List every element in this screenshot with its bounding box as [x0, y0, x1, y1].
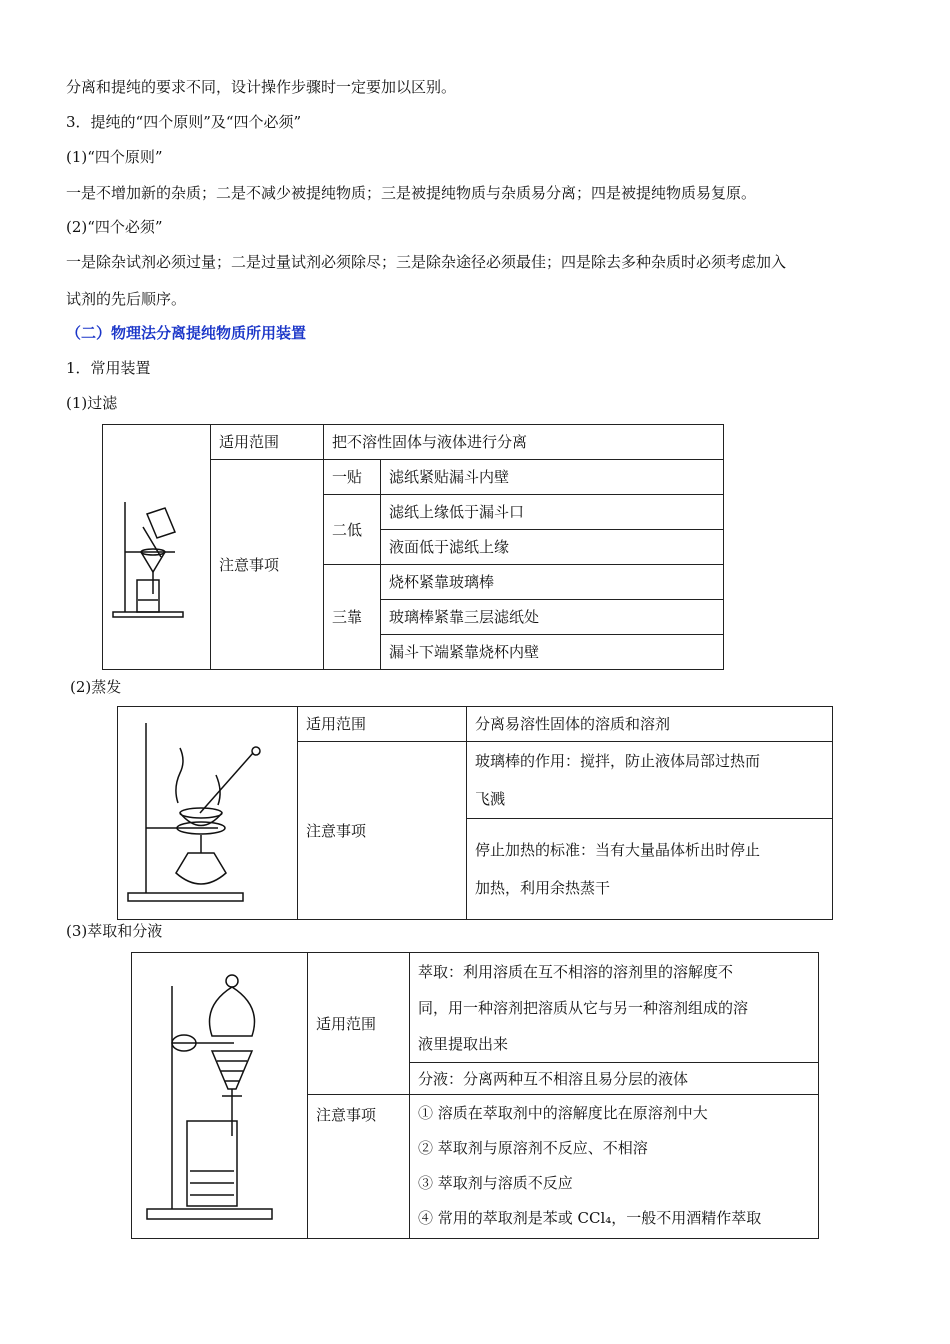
filtration-apparatus-icon — [103, 472, 203, 622]
heading-evaporation: (2)蒸发 — [70, 678, 122, 696]
label-cell: 注意事项 — [308, 1095, 410, 1239]
section-heading: （二）物理法分离提纯物质所用装置 — [66, 324, 307, 342]
value-cell: 玻璃棒的作用：搅拌，防止液体局部过热而 飞溅 — [467, 742, 833, 819]
value-cell: 液面低于滤纸上缘 — [381, 530, 724, 565]
extraction-apparatus-image — [132, 953, 308, 1239]
label-cell: 适用范围 — [308, 953, 410, 1095]
paragraph: 一是不增加新的杂质；二是不减少被提纯物质；三是被提纯物质与杂质易分离；四是被提纯物质易复原。 — [66, 184, 757, 202]
filtration-table — [102, 424, 724, 670]
subheading-four-musts: (2)“四个必须” — [66, 218, 163, 236]
paragraph: 分离和提纯的要求不同，设计操作步骤时一定要加以区别。 — [66, 78, 457, 96]
heading-extraction: (3)萃取和分液 — [66, 922, 163, 940]
label-cell: 适用范围 — [211, 425, 324, 460]
evaporation-apparatus-image — [118, 707, 298, 920]
value-cell: 把不溶性固体与液体进行分离 — [324, 425, 724, 460]
filtration-apparatus-image — [103, 425, 211, 670]
paragraph: 试剂的先后顺序。 — [66, 290, 187, 308]
evaporation-apparatus-icon — [118, 713, 293, 913]
value-cell: 烧杯紧靠玻璃棒 — [381, 565, 724, 600]
value-cell: 滤纸紧贴漏斗内壁 — [381, 460, 724, 495]
value-cell: 停止加热的标准：当有大量晶体析出时停止 加热，利用余热蒸干 — [467, 819, 833, 920]
subheading-four-principles: (1)“四个原则” — [66, 148, 163, 166]
extraction-table — [131, 952, 819, 1239]
label-cell: 注意事项 — [211, 460, 324, 670]
value-cell: 萃取：利用溶质在互不相溶的溶剂里的溶解度不 同，用一种溶剂把溶质从它与另一种溶剂组成的溶 液里提取出来 — [410, 953, 819, 1063]
value-cell: 玻璃棒紧靠三层滤纸处 — [381, 600, 724, 635]
value-cell: 漏斗下端紧靠烧杯内壁 — [381, 635, 724, 670]
paragraph: 一是除杂试剂必须过量；二是过量试剂必须除尽；三是除杂途径必须最佳；四是除去多种杂质时必须考虑加入 — [66, 253, 787, 271]
label-cell: 适用范围 — [298, 707, 467, 742]
value-cell: ① 溶质在萃取剂中的溶解度比在原溶剂中大 ② 萃取剂与原溶剂不反应、不相溶 ③ 萃取剂与溶质不反应 ④ 常用的萃取剂是苯或 CCl₄，一般不用酒精作萃取 — [410, 1095, 819, 1239]
evaporation-table — [117, 706, 833, 920]
label-cell: 三靠 — [324, 565, 381, 670]
label-cell: 注意事项 — [298, 742, 467, 920]
value-cell: 滤纸上缘低于漏斗口 — [381, 495, 724, 530]
heading-principles: 3．提纯的“四个原则”及“四个必须” — [66, 113, 302, 131]
value-cell: 分离易溶性固体的溶质和溶剂 — [467, 707, 833, 742]
label-cell: 二低 — [324, 495, 381, 565]
value-cell: 分液：分离两种互不相溶且易分层的液体 — [410, 1063, 819, 1095]
separatory-funnel-icon — [132, 961, 302, 1231]
subheading-common-devices: 1．常用装置 — [66, 359, 151, 377]
heading-filtration: (1)过滤 — [66, 394, 118, 412]
label-cell: 一贴 — [324, 460, 381, 495]
